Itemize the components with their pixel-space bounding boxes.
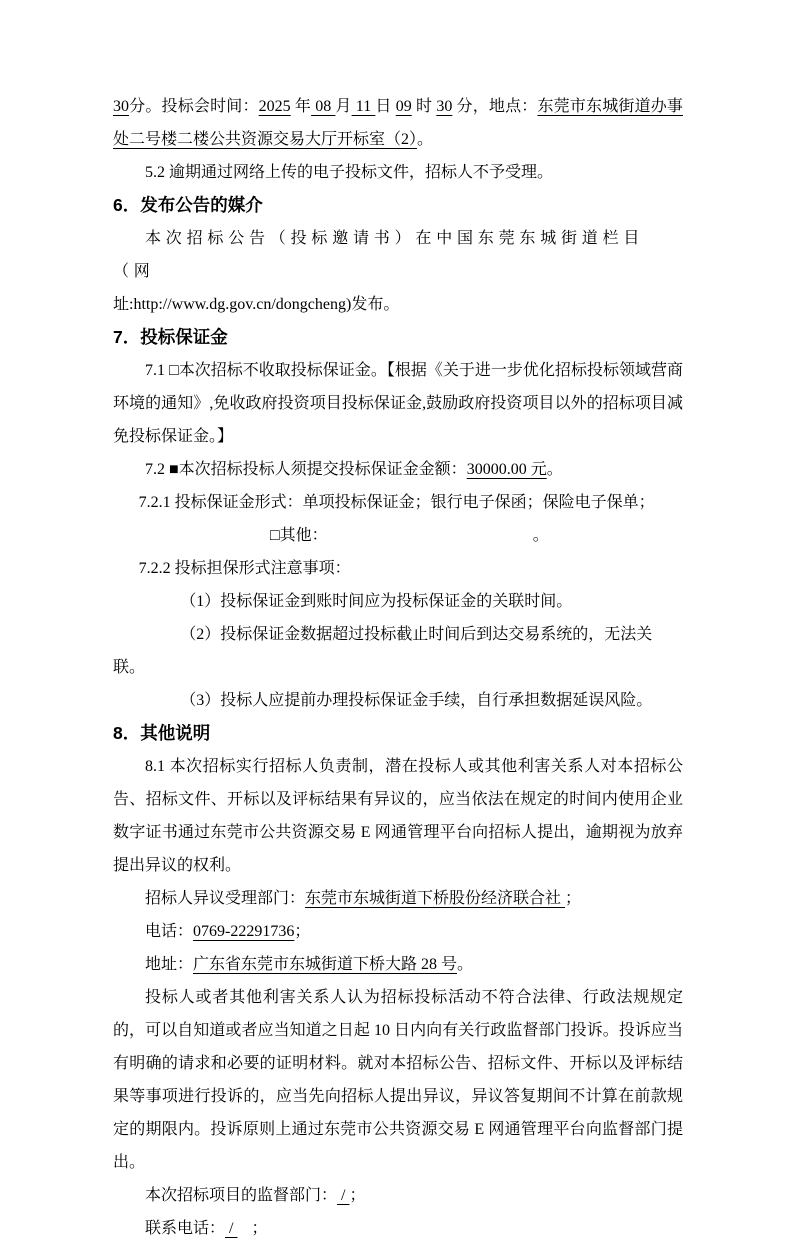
phone-number: 0769-22291736: [193, 923, 295, 940]
section-8-title: 8．其他说明: [113, 723, 211, 743]
text-segment: 月: [335, 98, 352, 115]
para-8-1: [113, 750, 683, 882]
para-other-option: [113, 519, 683, 552]
section-6-title: 6．发布公告的媒介: [113, 195, 263, 215]
text-segment: 8.1 本次招标实行招标人负责制，潜在投标人或其他利害关系人对本招标公告、招标文件、开标以及评标结果有异议的，应当依法在规定的时间内使用企业数字证书通过东莞市公共资源交易 E 网通管理平台向招标人提出，逾期视为放弃提出异议的权利。: [113, 758, 683, 874]
text-segment: ；: [565, 890, 582, 907]
empty-checkbox-icon: □: [169, 362, 179, 379]
text-segment: 7.2: [145, 461, 169, 478]
para-7-2-1: [113, 486, 683, 519]
para-note-2: [113, 618, 683, 684]
text-segment: 。: [417, 131, 434, 148]
para-contact-phone: [113, 1212, 683, 1245]
text-segment: 7.1: [145, 362, 170, 379]
text-segment: 址:http://www.dg.gov.cn/dongcheng)发布。: [113, 296, 400, 313]
para-bid-opening-time: [113, 90, 683, 156]
supervision-dept-value: /: [337, 1187, 350, 1204]
text-segment: 本次招标投标人须提交投标保证金金额：: [178, 461, 467, 478]
text-segment: 分。投标会时间：: [129, 98, 259, 115]
objection-dept-name: 东莞市东城街道下桥股份经济联合社: [305, 890, 566, 907]
para-media-line-1: [113, 222, 683, 288]
text-segment: ；: [251, 1220, 268, 1237]
para-address: [113, 948, 683, 981]
text-segment: 本次招标公告（投标邀请书）在中国东莞东城街道栏目（网: [113, 230, 645, 280]
text-segment: 。: [546, 461, 563, 478]
para-objection-dept: [113, 882, 683, 915]
para-media-line-2: [113, 288, 683, 321]
para-note-1: [113, 585, 683, 618]
text-segment: （3）投标人应提前办理投标保证金手续，自行承担数据延误风险。: [180, 692, 653, 709]
heading-7: [113, 321, 683, 354]
para-7-1: [113, 354, 683, 453]
text-segment: （2）投标保证金数据超过投标截止时间后到达交易系统的，无法关联。: [113, 626, 653, 676]
text-segment: 招标人异议受理部门：: [145, 890, 306, 907]
heading-8: [113, 717, 683, 750]
text-segment: 电话：: [145, 923, 194, 940]
text-segment: 30: [113, 98, 129, 115]
text-segment: 。: [532, 527, 549, 544]
text-segment: 5.2 逾期通过网络上传的电子投标文件，招标人不予受理。: [145, 164, 554, 181]
text-segment: 地址：: [145, 956, 194, 973]
section-7-title: 7．投标保证金: [113, 327, 228, 347]
para-phone: [113, 915, 683, 948]
address-text: 广东省东莞市东城街道下桥大路 28 号: [193, 956, 458, 973]
text-segment: 年: [290, 98, 312, 115]
text-segment: 09: [395, 98, 412, 115]
para-supervision-dept: [113, 1179, 683, 1212]
heading-6: [113, 189, 683, 222]
text-segment: 其他：: [279, 527, 328, 544]
para-7-2: [113, 453, 683, 486]
text-segment: 时: [411, 98, 437, 115]
para-5-2: [113, 156, 683, 189]
text-segment: 东莞市东城街道办事处二号楼二楼公共资源交易大厅开标室（2）: [113, 98, 683, 148]
text-segment: 分，地点：: [452, 98, 538, 115]
text-segment: 日: [375, 98, 396, 115]
text-segment: 2025: [258, 98, 291, 115]
text-segment: ；: [349, 1187, 366, 1204]
text-segment: 联系电话：: [145, 1220, 226, 1237]
para-7-2-2: [113, 552, 683, 585]
text-segment: 本次招标项目的监督部门：: [145, 1187, 338, 1204]
contact-phone-value: /: [225, 1220, 238, 1237]
text-segment: 30: [436, 98, 453, 115]
text-segment: （1）投标保证金到账时间应为投标保证金的关联时间。: [180, 593, 573, 610]
bid-bond-amount: 30000.00 元: [466, 461, 547, 478]
empty-checkbox-icon: □: [270, 527, 280, 544]
para-complaint: [113, 981, 683, 1179]
text-segment: 投标人或者其他利害关系人认为招标投标活动不符合法律、行政法规规定的，可以自知道或者应当知道之日起 10 日内向有关行政监督部门投诉。投诉应当有明确的请求和必要的证明材料。就对本招标公告、招标文件、开标以及评标结果等事项进行投诉的，应当先向招标人提出异议，异议答复期间不计算在前款规定的期限内。投诉原则上通过东莞市公共资源交易 E 网通管理平台向监督部门提出。: [113, 989, 683, 1171]
text-segment: 7.2.1 投标保证金形式：单项投标保证金；银行电子保函；保险电子保单；: [138, 494, 655, 511]
text-segment: 。: [457, 956, 474, 973]
filled-checkbox-icon: ■: [169, 461, 179, 478]
text-segment: 11: [351, 98, 376, 115]
text-segment: 本次招标不收取投标保证金。【根据《关于进一步优化招标投标领域营商环境的通知》,免收政府投资项目投标保证金,鼓励政府投资项目以外的招标项目减免投标保证金。】: [113, 362, 683, 445]
para-note-3: [113, 684, 683, 717]
text-segment: ；: [294, 923, 311, 940]
text-segment: 08: [311, 98, 336, 115]
text-segment: 7.2.2 投标担保形式注意事项：: [138, 560, 351, 577]
